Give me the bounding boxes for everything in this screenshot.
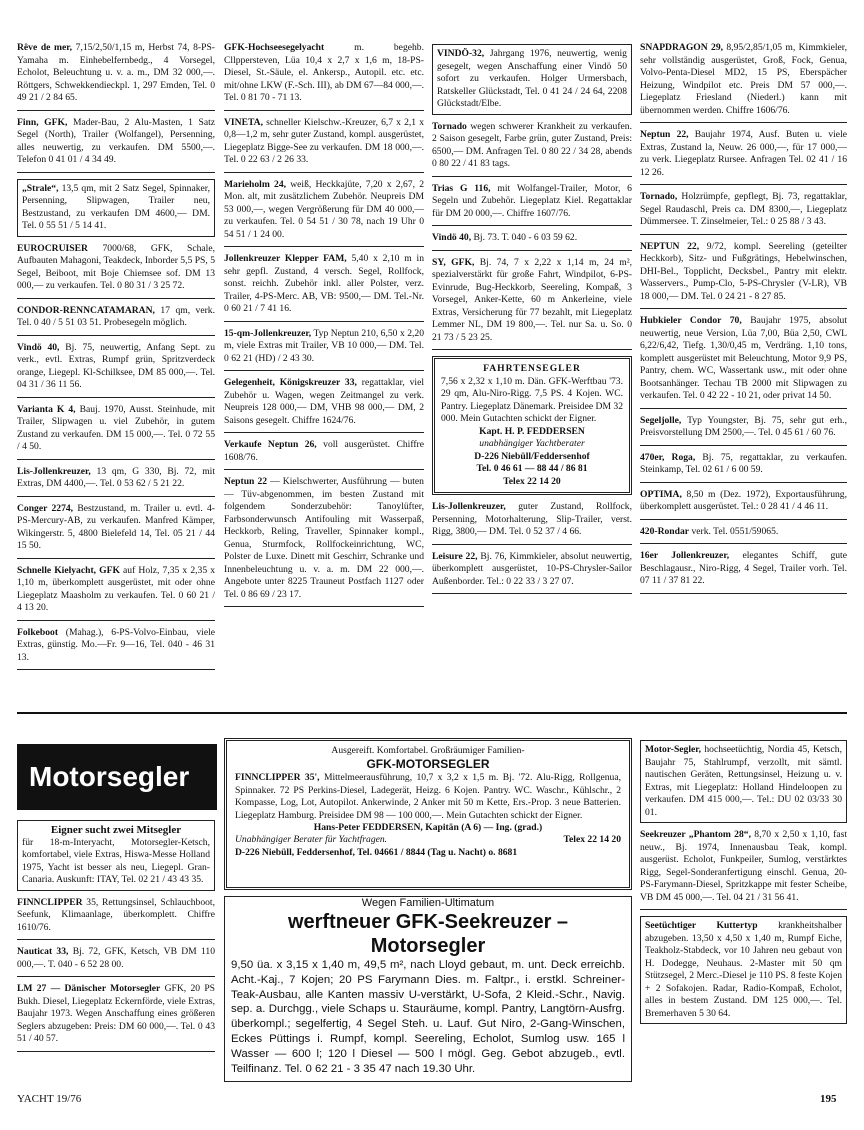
classified-ad bbox=[432, 121, 632, 177]
classified-ad bbox=[17, 42, 215, 111]
ad-headline: NEPTUN 22, bbox=[640, 240, 700, 252]
ad-headline: Verkaufe Neptun 26, bbox=[224, 439, 317, 450]
classified-ad bbox=[432, 232, 632, 251]
ad-headline: 470er, Roga, bbox=[640, 451, 696, 463]
classified-ad bbox=[432, 551, 632, 595]
column-2 bbox=[224, 42, 424, 613]
fahrtensegler-ad bbox=[432, 356, 632, 495]
ad-text: Bj. 73. T. 040 - 6 03 59 62. bbox=[473, 232, 578, 243]
ad-text: auf Holz, 7,35 x 2,35 x 1,10 m, überkomplett ausgerüstet, mit oder ohne Liegeplatz Maasholm zu verkaufen. Tel. 0 60 21 / 4 13 20. bbox=[17, 564, 216, 613]
ad-text: Bj. 74, 7 x 2,22 x 1,14 m, 24 m², spezialverstärkt für große Fahrt, Windpilot, 6-PS-Evinrude, Bug-Heckkorb, Seereling, Kompaß, 3 Vorsegel, Anker-Kette, 60 m Ankerleine, viele Extras, Versicherung für 77 bezahlt, mit Liegeplatz Lemmer NL, DM 19 800,—. Tel. nur Sa. u. So. 0 21 73 / 5 23 25. bbox=[432, 256, 632, 343]
classified-ad bbox=[640, 129, 847, 185]
eigner-ad bbox=[17, 820, 215, 891]
finnclipper-head: FINNCLIPPER 35', bbox=[235, 772, 320, 784]
ad-text: voll ausgerüstet. Chiffre 1608/76. bbox=[224, 439, 424, 463]
ad-headline: Rêve de mer, bbox=[17, 42, 73, 53]
ad-text: 7000/68, GFK, Schale, Aufbauten Mahagoni, Teakdeck, Inborder 5,5 PS, 5 Segel, Beiboot, mit Boje Chiemsee sof. DM 13 000,— zu verkaufen. Tel. 0 80 31 / 3 25 72. bbox=[17, 242, 215, 291]
ad-text: schneller Kielschw.-Kreuzer, 6,7 x 2,1 x 0,8—1,2 m, sehr guter Zustand, kompl. ausgerüstet, Liegeplatz Bigge-See zu verkaufen. DM 18 000,—. Tel. 0 22 63 / 2 26 33. bbox=[224, 116, 424, 165]
column-3 bbox=[432, 42, 632, 600]
classified-ad bbox=[224, 253, 424, 322]
classified-ad bbox=[640, 241, 847, 310]
column-4 bbox=[640, 42, 847, 600]
seekreuzer-body: 9,50 üa. x 3,15 x 1,40 m, 49,5 m², nach Lloyd gebaut, m. unt. Deck erreichb. Acht.-Kaj., 7 Kojen; 20 PS Farymann Dies. m. Faltpr., i. erstkl. Schreiner-Teak-Ausbau, alle Kanten massiv U-verstärkt, U-Sofa, 2 Kleid.-Schr., Navig. sep. a. Durchgg., viele Schaps u. Stauräume, kompl. Pantry, Langtörn-Ausfrg. überkompl.; segelfertig, 4 Segel Steh. u. Lauf. Gut Niro, 2-Gang-Winschen, Eckes Püttings i. Rumpf, kompl. Seereling, Echolot, Sumlog usw. 165 l Wasser — 600 l; 120 l Diesel — 500 l mögl. Geg. Gebot abzugeb., evtl. Teilfinanz. Tel. 0 62 21 - 3 35 47 nach 19.30 Uhr. bbox=[231, 959, 625, 1075]
column-4-motorsegler bbox=[640, 738, 847, 1030]
ad-headline: GFK-Hochseesegelyacht bbox=[224, 42, 325, 53]
footer-issue: YACHT 19/76 bbox=[17, 1093, 82, 1105]
finnclipper-agent: Hans-Peter FEDDERSEN, Kapitän (A 6) — Ing. (grad.) bbox=[313, 822, 543, 834]
classified-ad bbox=[17, 983, 215, 1052]
ad-text: Mader-Bau, 2 Alu-Masten, 1 Satz Segel (North), Trailer (Wolfangel), Persenning, alles neuwertig, zu verkaufen. DM 5500,—. Telefon 0 41 01 / 4 34 49. bbox=[17, 116, 216, 165]
classified-ad bbox=[640, 916, 847, 1024]
ad-text: Bj. 75, regattaklar, zu verkaufen. Steinkamp, Tel. 02 61 / 6 00 59. bbox=[640, 451, 847, 475]
fahrtensegler-agent-role: unabhängiger Yachtberater bbox=[479, 438, 585, 449]
ad-headline: SNAPDRAGON 29, bbox=[640, 42, 724, 53]
ad-headline: Tornado bbox=[432, 120, 467, 132]
finnclipper-telex: Telex 22 14 20 bbox=[563, 834, 621, 846]
ad-headline: VINETA, bbox=[224, 116, 264, 128]
ad-text: Bestzustand, m. Trailer u. evtl. 4-PS-Mercury-AB, zu verkaufen. Manfred Kämper, Wikingerstr. 5, 4800 Bielefeld 14, Tel. 05 21 / 44 15 50. bbox=[17, 502, 215, 551]
classified-ad bbox=[640, 452, 847, 483]
ad-text: mit Wolfangel-Trailer, Motor, 6 Segeln und Zubehör. Liegeplatz Kiel. Regattaklar für DM 20 000,—. Chiffre 1607/76. bbox=[432, 182, 632, 219]
classified-ad bbox=[17, 243, 215, 299]
ad-headline: Nauticat 33, bbox=[17, 946, 69, 957]
ad-headline: „Strale“, bbox=[22, 182, 59, 194]
classified-ad bbox=[432, 44, 632, 115]
ad-text: Holzrümpfe, gepflegt, Bj. 73, regattaklar, Segel Raudaschl, Preis ca. DM 8300,—, Liegeplatz Dümmersee. T. Zinselmeier, Tel.: 0 25 88 / 3 43. bbox=[640, 191, 847, 227]
classified-ad bbox=[640, 526, 847, 545]
classified-ad bbox=[640, 740, 847, 823]
classified-ad bbox=[432, 257, 632, 351]
ad-text: elegantes Schiff, gute Beschlagausr., Niro-Rigg, 4 Segel, Trailer vorh. Tel. 07 11 / 37 81 22. bbox=[640, 550, 847, 586]
ad-text: Bj. 72, GFK, Ketsch, VB DM 110 000,—. T. 040 - 6 52 28 00. bbox=[17, 946, 216, 970]
ad-text: Baujahr 1975, absolut neuwertig, neue Version, Lüa 7,00, Büa 2,50, CWL 6,22/6,42, Tiefg. 1,30/0,45 m, Verdräng. 1,10 tons, komplett ausgerüstet mit Beleuchtung, Motor 9,9 PS, Pantry, chem. WC, Wassertank usw., mit oder ohne Bootsanhänger. Techau TB 2000 mit Slipwagen zu verkaufen. Tel. 0 42 22 - 10 21, oder privat 14 50. bbox=[640, 315, 847, 401]
section-divider bbox=[17, 712, 847, 714]
classified-ad bbox=[17, 466, 215, 497]
ad-text: 13,5 qm, mit 2 Satz Segel, Spinnaker, Persenning, Slipwagen, Trailer neu, Bestzustand, zu verkaufen DM 4600,— DM. Tel. 0 55 51 / 5 14 41. bbox=[22, 182, 210, 231]
seekreuzer-kicker: Wegen Familien-Ultimatum bbox=[361, 897, 495, 909]
ad-text: Bauj. 1970, Ausst. Steinhude, mit Trailer, Slipwagen u. viel Zubehör, in gutem Zustand zu verkaufen. DM 15 000,—. Tel. 0 72 55 / 4 50. bbox=[17, 403, 215, 452]
ad-text: 5,40 x 2,10 m in sehr gepfl. Zustand, 4 versch. Segel, Rollfock, sonst. reichh. Zubehör inkl. aller Polster, verz. Trailer, 4-PS-Merc. AB, VB: 9500,— DM. Tel.-Nr. 0 60 21 / 7 41 16. bbox=[224, 253, 424, 314]
ad-headline: EUROCRUISER bbox=[17, 242, 88, 254]
classified-ad bbox=[224, 377, 424, 433]
ad-headline: OPTIMA, bbox=[640, 488, 682, 500]
ad-text: — Kielschwerter, Ausführung — buten — Tüv-abgenommen, im besten Zustand mit folgendem Sonderzubehör: Tanoylüfter, Farbsonderwunsch Antifouling mit Wasserpaß, Heckkorb, Reling, Traveller, Spinnaker kompl., Genua, Sturmfock, Rollfockeinrichtung, WC, Polster de Luxe. Dinett mit Geschirr, Schranke und Innenbeleuchtung u. v. a. m. DM 22 000,—. Angebote unter 8225 Trauneut Postfach 1127 oder Tel. 0 86 69 / 23 17. bbox=[224, 476, 424, 600]
ad-headline: Lis-Jollenkreuzer, bbox=[17, 465, 91, 477]
ad-headline: Vindö 40, bbox=[432, 232, 472, 243]
ad-text: krankheitshalber abzugeben. 13,50 x 4,50 x 1,40 m, Rumpf Eiche, Teakholz-Stabdeck, vor 10 Jahren neu gebaut von H. Dodegge, Neuhaus. 2-Master mit 50 qm Stützsegel, 2 Merc.-Diesel je 110 PS. 8 feste Kojen + 2 Sofakojen. Radar, Radio-Kompaß, Echolot, alles in bestem Zustand. DM 125 000,—. Tel. Bremerhaven 5 30 64. bbox=[645, 920, 842, 1019]
ad-headline: Varianta K 4, bbox=[17, 403, 76, 415]
ad-headline: Neptun 22 bbox=[224, 476, 268, 487]
ad-text: Jahrgang 1976, neuwertig, wenig gesegelt, wegen Anschaffung einer Vindö 50 sofort zu verkaufen. Holger Urmersbach, Ratskeller Glückstadt, Tel. 0 41 24 / 24 64, 2208 Glückstadt/Elbe. bbox=[437, 48, 627, 109]
ad-headline: Schnelle Kielyacht, GFK bbox=[17, 564, 120, 576]
classified-ad bbox=[640, 42, 847, 123]
ad-text: 17 qm, verk. Tel. 0 40 / 5 51 03 51. Probesegeln möglich. bbox=[17, 304, 215, 328]
ad-text: Bj. 75, neuwertig, Anfang Sept. zu verk., evtl. Extras, Rumpf grün, Spritzverdeck orange, Liegepl. Kl-Schilksee, DM 85 000,—. Tel. 04 31 / 36 11 56. bbox=[17, 341, 215, 390]
ad-text: 8,95/2,85/1,05 m, Kimmkieler, sehr vollständig ausgerüstet, Groß, Fock, Genua, Volvo-Penta-Diesel MD2, 15 PS, Eberspächer Heizung, Windpilot etc. Preis DM 57 000,—. Liegeplatz Friesland (Niederl.) kann mit übernommen werden. Chiffre 1606/76. bbox=[640, 42, 847, 116]
ad-text: (Mahag.), 6-PS-Volvo-Einbau, viele Extras, günstig. Mo.—Fr. 9—16, Tel. 040 - 46 31 13. bbox=[17, 626, 215, 663]
ad-headline: Trias G 116, bbox=[432, 182, 491, 194]
ad-headline: Gelegenheit, Königskreuzer 33, bbox=[224, 377, 357, 388]
ad-text: Baujahr 1974, Ausf. Buten u. viele Extras, Zustand la, Neuw. 26 000,—, für 17 000,— zu verk. Liegeplatz Rursee. Anfragen Tel. 02 41 / 16 12 26. bbox=[640, 129, 847, 178]
ad-headline: Hubkieler Condor 70, bbox=[640, 315, 742, 326]
ad-text: Bj. 76, Kimmkieler, absolut neuwertig, überkomplett ausgerüstet, 10-PS-Chrysler-Sailor Außenborder. Tel.: 0 22 33 / 3 27 07. bbox=[432, 550, 632, 587]
ad-text: hochseetüchtig, Nordia 45, Ketsch, Baujahr 75, Stahlrumpf, verzollt, mit sämtl. nautischen Geräten, Rettungsinsel, Heizung u. v. Extras, mit Liegeplatz: Holland Hindeloopen zu verkaufen. DM 415 000,—. Tel.: DU 02 03/33 30 01. bbox=[645, 744, 842, 818]
ad-text: weiß, Heckkajüte, 7,20 x 2,67, 2 Mon. alt, mit zusätzlichem Zubehör. Neupreis DM 53 000,—, wegen Vergrößerung für DM 40 000,— zu verkaufen. Tel. 0 54 51 / 30 78, nach 19 Uhr 0 54 51 / 1 24 00. bbox=[224, 178, 424, 240]
classified-ad bbox=[640, 550, 847, 594]
classified-ad bbox=[17, 627, 215, 671]
ad-text: wegen schwerer Krankheit zu verkaufen. 2 Saison gesegelt, Farbe grün, guter Zustand, Preis: 6500,— DM. Anfragen Tel. 0 80 22 / 34 28, abends 0 80 22 / 41 83 tags. bbox=[432, 120, 632, 169]
ad-headline: Seekreuzer „Phantom 28“, bbox=[640, 829, 751, 840]
ad-headline: 15-qm-Jollenkreuzer, bbox=[224, 327, 312, 339]
ad-headline: Jollenkreuzer Klepper FAM, bbox=[224, 253, 347, 264]
classified-ad bbox=[640, 489, 847, 520]
classified-ad bbox=[17, 305, 215, 336]
eigner-title: Eigner sucht zwei Mitsegler bbox=[50, 824, 182, 836]
ad-text: guter Zustand, Rollfock, Persenning, Motorhalterung, Slip-Trailer, verst. Rigg, 3800,— DM. Tel. 0 52 37 / 4 66. bbox=[432, 501, 632, 537]
ad-headline: Neptun 22, bbox=[640, 129, 689, 140]
seekreuzer-title: werftneuer GFK-Seekreuzer – Motorsegler bbox=[287, 911, 569, 957]
ad-headline: Segeljolle, bbox=[640, 414, 682, 426]
ad-headline: Conger 2274, bbox=[17, 502, 74, 514]
classified-ad bbox=[224, 42, 424, 111]
ad-text: Typ Neptun 210, 6,50 x 2,20 m, viele Extras mit Trailer, VB 10 000,— DM. Tel. 0 62 21 (HD) / 2 43 30. bbox=[224, 327, 425, 364]
ad-text: 9/72, kompl. Seereling (geteilter Heckkorb), Sitz- und Fußgrätings, Hebelwinschen, DHI-Bel., Topplicht, Decksbel., Pantry mit elektr. Wasservers., Pump-Clo, 5-PS-Chrysler (V-LR), VB 18 000,— DM. Tel. 0 24 21 - 8 27 85. bbox=[640, 240, 847, 302]
ad-text: verk. Tel. 0551/59065. bbox=[691, 525, 779, 537]
ad-headline: 16er Jollenkreuzer, bbox=[640, 550, 730, 561]
ad-text: 7,15/2,50/1,15 m, Herbst 74, 8-PS-Yamaha m. Einhebelfernbedg., 4 Vorsegel, Echolot, Beleuchtung u. v. a. m., DM 32 000,—. Röttgers, Schwekkendieckpl. 1, 297 Emden, Tel. 0 49 21 / 2 84 65. bbox=[17, 42, 215, 103]
ad-text: GFK, 20 PS Bukh. Diesel, Liegeplatz Eckernförde, viele Extras, Baujahr 1973. Wegen Anschaffung eines größeren Seglers abzugeben: Preis: DM 60 000,—. Tel. 0 43 51 / 40 57. bbox=[17, 983, 215, 1044]
fahrtensegler-title: FAHRTENSEGLER bbox=[483, 363, 581, 374]
ad-headline: Marieholm 24, bbox=[224, 178, 287, 190]
ad-headline: Lis-Jollenkreuzer, bbox=[432, 501, 506, 512]
finnclipper-ad bbox=[224, 738, 632, 890]
classified-ad bbox=[224, 476, 424, 607]
ad-headline: SY, GFK, bbox=[432, 256, 475, 268]
ad-headline: Motor-Segler, bbox=[645, 744, 702, 755]
ad-text: regattaklar, viel Zubehör u. Wagen, wegen Zeitmangel zu verk. Neupreis 128 000,— DM, VHB 98 000,— DM, 2 Saisons gesegelt. Chiffre 1624/76. bbox=[224, 377, 424, 426]
ad-text: 8,50 m (Dez. 1972), Exportausführung, überkomplett ausgerüstet. Tel.: 0 28 41 / 4 46 11. bbox=[640, 488, 847, 512]
ad-text: 35, Rettungsinsel, Schlauchboot, Seefunk, Klimaanlage, überkomplett. Chiffre 1610/76. bbox=[17, 896, 215, 933]
classified-ad bbox=[17, 404, 215, 460]
finnclipper-agent-role: Unabhängiger Berater für Yachtfragen. bbox=[235, 834, 388, 846]
classified-ad bbox=[17, 342, 215, 398]
fahrtensegler-telex: Telex 22 14 20 bbox=[503, 475, 561, 487]
eigner-body: für 18-m-Interyacht, Motorsegler-Ketsch, komfortabel, viele Extras, Hiswa-Messe Holland 1975, Yacht ist besser als neu, Liegepl. Gran-Canaria. Auskunft: ITAY, Tel. 02 21 / 43 43 35. bbox=[22, 836, 210, 885]
classified-ad bbox=[17, 117, 215, 173]
ad-headline: Folkeboot bbox=[17, 626, 59, 638]
classified-ad bbox=[17, 565, 215, 621]
seekreuzer-ad bbox=[224, 896, 632, 1082]
ad-headline: Finn, GFK, bbox=[17, 116, 68, 128]
ad-text: m. begehb. Cllppersteven, Lüa 10,4 x 2,7 x 1,6 m, 18-PS-Diesel, St.-Säule, el. Ankersp., Autopil. etc. etc. mit/ohne LKW (F.-Sch. III), ab DM 67—84 000,—. Tel. 0 81 70 - 71 13. bbox=[224, 42, 424, 103]
finnclipper-agent-line bbox=[235, 834, 621, 846]
fahrtensegler-body: 7,56 x 2,32 x 1,10 m. Dän. GFK-Werftbau '73. 29 qm, Alu-Niro-Rigg. 7,5 PS. 4 Kojen. WC. Pantry. Liegeplatz Dänemark. Preisidee DM 32 000. Mein Gutachten schickt der Eigner. bbox=[441, 375, 623, 424]
classified-ad bbox=[640, 191, 847, 235]
classified-ad bbox=[640, 829, 847, 910]
finnclipper-kicker: Ausgereift. Komfortabel. Großräumiger Familien- bbox=[331, 745, 525, 756]
classified-ad bbox=[17, 503, 215, 559]
classified-ad bbox=[224, 328, 424, 372]
classified-ad bbox=[432, 501, 632, 545]
fahrtensegler-agent: Kapt. H. P. FEDDERSEN bbox=[479, 425, 585, 437]
classified-ad bbox=[17, 946, 215, 977]
ad-headline: Leisure 22, bbox=[432, 550, 478, 562]
classified-ad bbox=[640, 415, 847, 446]
ad-text: 8,70 x 2,50 x 1,10, fast neuw., Bj. 1974, Innenausbau Teak, kompl. ausgerüst. Echolot, Funkpeiler, Sumlog, verstärktes Rigg, Segel-Sonderanfertigung einschl. Genua, 20-PS-Farymann-Diesel, Spritzkappe mit fester Scheibe, VB DM 45 000,—. Tel. 04 21 / 31 56 41. bbox=[640, 829, 847, 903]
ad-text: 13 qm, G 330, Bj. 72, mit Extras, DM 4400,—. Tel. 0 53 62 / 5 21 22. bbox=[17, 465, 216, 489]
classified-ad bbox=[17, 897, 215, 941]
ad-headline: 420-Rondar bbox=[640, 525, 690, 537]
fahrtensegler-address: D-226 Niebüll/Feddersenhof bbox=[474, 450, 590, 462]
page-number: 195 bbox=[820, 1093, 837, 1105]
classified-ad bbox=[224, 179, 424, 248]
ad-headline: FINNCLIPPER bbox=[17, 896, 83, 908]
classified-ad bbox=[224, 439, 424, 470]
finnclipper-title: GFK-MOTORSEGLER bbox=[366, 757, 490, 772]
finnclipper-text bbox=[235, 772, 621, 822]
ad-headline: CONDOR-RENNCATAMARAN, bbox=[17, 304, 155, 316]
ad-headline: Tornado, bbox=[640, 191, 678, 202]
finnclipper-address: D-226 Niebüll, Feddersenhof, Tel. 04661 / 8844 (Tag u. Nacht) o. 8681 bbox=[235, 846, 518, 858]
column-1 bbox=[17, 42, 215, 676]
fahrtensegler-phone: Tel. 0 46 61 — 88 44 / 86 81 bbox=[476, 463, 588, 474]
classified-ad bbox=[640, 315, 847, 409]
finnclipper-body: Mittelmeerausführung, 10,7 x 3,2 x 1,5 m. Bj. '72. Alu-Rigg, Rollgenua, Spinnaker. 72 PS Perkins-Diesel, Ladegerät, Heizg. 6 Kojen. Pantry. WC. Waschr., Kühlschr., 2 Kompasse, Log, Lot, Autopilot. Ankerwinde, 2 Anker mit 50 m Kette, Ers.-Prop. 3 neue Batterien. Liegeplatz Hamburg. Preisidee DM 98 — 100 000,—. Mein Gutachten schickt der Eigner. bbox=[235, 772, 621, 821]
section-title: Motorsegler bbox=[17, 744, 217, 810]
classified-ad bbox=[17, 179, 215, 237]
ad-headline: VINDÖ-32, bbox=[437, 48, 485, 59]
ad-headline: Seetüchtiger Kuttertyp bbox=[645, 920, 758, 931]
classified-ad bbox=[224, 117, 424, 173]
ad-headline: Vindö 40, bbox=[17, 341, 60, 353]
ad-text: Typ Youngster, Bj. 75, sehr gut erh., Preisvorstellung DM 2500,—. Tel. 0 45 61 / 60 76. bbox=[640, 414, 847, 438]
ad-headline: LM 27 — Dänischer Motorsegler bbox=[17, 983, 161, 994]
column-1-motorsegler bbox=[17, 818, 215, 1058]
classified-ad bbox=[432, 183, 632, 227]
